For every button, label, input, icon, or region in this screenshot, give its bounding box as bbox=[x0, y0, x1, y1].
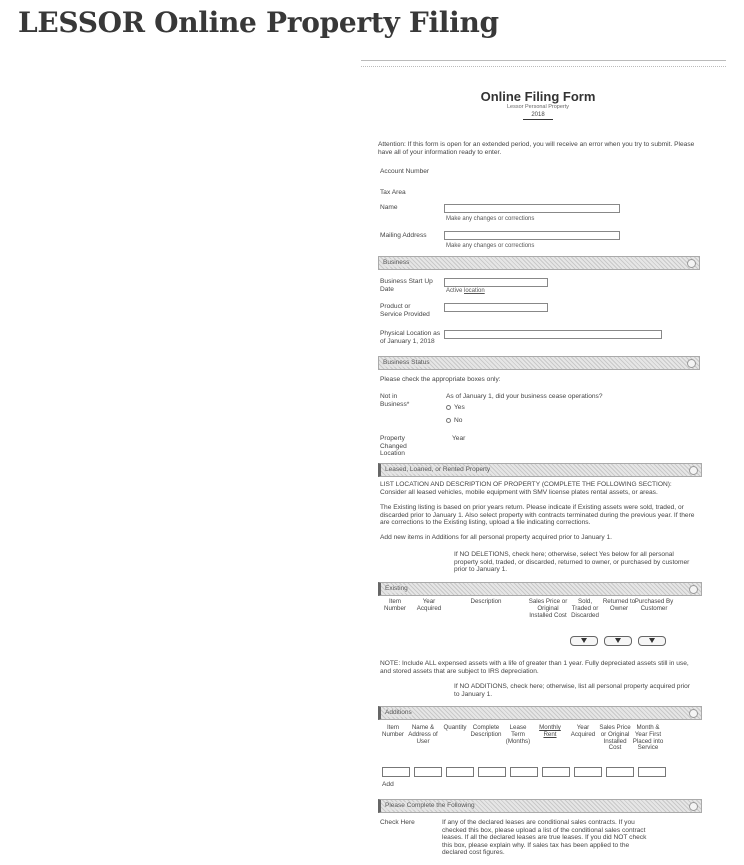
add-link[interactable]: Add bbox=[382, 781, 394, 788]
add-input-sales-price[interactable] bbox=[606, 767, 634, 777]
form-year: 2018 bbox=[523, 112, 552, 120]
leased-header-label: Leased, Loaned, or Rented Property bbox=[385, 466, 491, 473]
page-title: LESSOR Online Property Filing bbox=[18, 6, 499, 39]
business-start-input[interactable] bbox=[444, 278, 548, 287]
cease-operations-question: As of January 1, did your business cease operations? bbox=[446, 393, 603, 400]
status-instruction: Please check the appropriate boxes only: bbox=[380, 376, 501, 383]
additions-col-lease-term: Lease Term (Months) bbox=[505, 724, 531, 745]
option-no[interactable] bbox=[446, 417, 462, 425]
chevron-down-icon bbox=[649, 638, 655, 643]
product-label: Product or Service Provided bbox=[380, 303, 430, 318]
leased-paragraph-2: The Existing listing is based on prior years return. Please indicate if Existing assets were sold, traded, or discarded prior to January 1. Also select property with contracts terminated during the previous year. If there are corrections to the Existing listing, upload a file indicating corrections. bbox=[380, 504, 695, 527]
additions-col-sales-price: Sales Price or Original Installed Cost bbox=[599, 724, 631, 752]
existing-col-year-acquired: Year Acquired bbox=[416, 598, 442, 612]
existing-note: NOTE: Include ALL expensed assets with a life of greater than 1 year. Fully depreciated assets still in use, and stored assets that are subject to IRS depreciation. bbox=[380, 660, 689, 675]
product-input[interactable] bbox=[444, 303, 548, 312]
additions-col-first-placed: Month & Year First Placed into Service bbox=[632, 724, 664, 752]
business-section-header[interactable] bbox=[378, 256, 700, 270]
collapse-icon[interactable] bbox=[689, 585, 698, 594]
leased-paragraph-1: LIST LOCATION AND DESCRIPTION OF PROPERTY (COMPLETE THE FOLLOWING SECTION): Consider all leased vehicles, mobile equipment with SMV license plates rental assets, or areas. bbox=[380, 481, 672, 496]
check-here-label: Check Here bbox=[380, 819, 415, 826]
no-additions-note: If NO ADDITIONS, check here; otherwise, list all personal property acquired prior to January 1. bbox=[454, 683, 691, 698]
purchased-dropdown[interactable] bbox=[638, 636, 666, 646]
name-label: Name bbox=[380, 204, 398, 211]
business-status-header-label: Business Status bbox=[383, 359, 430, 366]
existing-col-description: Description bbox=[470, 598, 502, 605]
business-start-label: Business Start Up Date bbox=[380, 278, 433, 293]
active-location bbox=[446, 288, 485, 296]
add-input-item-number[interactable] bbox=[382, 767, 410, 777]
property-changed-label: Property Changed Location bbox=[380, 435, 407, 458]
collapse-icon[interactable] bbox=[689, 802, 698, 811]
complete-following-header-label: Please Complete the Following bbox=[385, 802, 475, 809]
chevron-down-icon bbox=[615, 638, 621, 643]
existing-section-header[interactable] bbox=[378, 582, 702, 596]
active-text: Active bbox=[446, 288, 463, 294]
add-input-name-address[interactable] bbox=[414, 767, 442, 777]
check-here-text: If any of the declared leases are conditional sales contracts. If you checked this box, please upload a list of the conditional sales contract leases. If all the declared leases are true leases. If you did NOT check this box, please explain why. If sales tax has been applied to the declared cost figures. bbox=[442, 819, 647, 857]
additions-col-year-acquired: Year Acquired bbox=[570, 724, 596, 738]
radio-no[interactable] bbox=[446, 418, 451, 423]
option-yes-label: Yes bbox=[454, 404, 465, 411]
location-link[interactable]: location bbox=[464, 288, 485, 294]
physical-location-input[interactable] bbox=[444, 330, 662, 339]
leased-section-header[interactable] bbox=[378, 463, 702, 477]
option-no-label: No bbox=[454, 417, 463, 424]
additions-col-name-address: Name & Address of User bbox=[408, 724, 438, 745]
mailing-address-input[interactable] bbox=[444, 231, 620, 240]
collapse-icon[interactable] bbox=[687, 259, 696, 268]
add-input-year-acquired[interactable] bbox=[574, 767, 602, 777]
mailing-address-hint: Make any changes or corrections bbox=[446, 243, 535, 249]
collapse-icon[interactable] bbox=[689, 709, 698, 718]
additions-col-item-number: Item Number bbox=[381, 724, 404, 738]
add-input-quantity[interactable] bbox=[446, 767, 474, 777]
add-input-description[interactable] bbox=[478, 767, 506, 777]
leased-paragraph-3: Add new items in Additions for all personal property acquired prior to January 1. bbox=[380, 534, 613, 541]
collapse-icon[interactable] bbox=[689, 466, 698, 475]
returned-dropdown[interactable] bbox=[604, 636, 632, 646]
add-input-monthly-rent[interactable] bbox=[542, 767, 570, 777]
existing-col-item-number: Item Number bbox=[383, 598, 406, 612]
additions-col-monthly-rent[interactable]: Monthly Rent bbox=[539, 724, 561, 738]
additions-col-description: Complete Description bbox=[470, 724, 502, 738]
sold-traded-dropdown[interactable] bbox=[570, 636, 598, 646]
tax-area-label: Tax Area bbox=[380, 189, 406, 196]
additions-col-quantity: Quantity bbox=[443, 724, 467, 731]
existing-col-purchased: Purchased By Customer bbox=[634, 598, 674, 612]
existing-header-label: Existing bbox=[385, 585, 408, 592]
property-changed-value: Year bbox=[452, 435, 466, 442]
existing-col-returned: Returned to Owner bbox=[602, 598, 636, 612]
account-number-label: Account Number bbox=[380, 168, 430, 175]
chevron-down-icon bbox=[581, 638, 587, 643]
collapse-icon[interactable] bbox=[687, 359, 696, 368]
header-divider bbox=[361, 60, 726, 67]
existing-col-sales-price: Sales Price or Original Installed Cost bbox=[528, 598, 568, 619]
form-subtitle: Lessor Personal Property bbox=[506, 104, 570, 110]
name-input[interactable] bbox=[444, 204, 620, 213]
no-deletions-note: If NO DELETIONS, check here; otherwise, select Yes below for all personal property sold, traded, or discarded, returned to owner, or purchased by customer prior to January 1. bbox=[454, 551, 690, 574]
additions-header-label: Additions bbox=[385, 709, 412, 716]
name-hint: Make any changes or corrections bbox=[446, 216, 535, 222]
existing-col-sold-traded: Sold, Traded or Discarded bbox=[571, 598, 599, 619]
radio-yes[interactable] bbox=[446, 405, 451, 410]
form-header bbox=[378, 90, 698, 120]
add-input-first-placed[interactable] bbox=[638, 767, 666, 777]
additions-section-header[interactable] bbox=[378, 706, 702, 720]
business-header-label: Business bbox=[383, 259, 410, 266]
not-in-business-label: Not in Business* bbox=[380, 393, 410, 408]
mailing-address-label: Mailing Address bbox=[380, 232, 427, 239]
add-input-lease-term[interactable] bbox=[510, 767, 538, 777]
option-yes[interactable] bbox=[446, 404, 465, 412]
form-title: Online Filing Form bbox=[480, 89, 596, 104]
complete-following-section-header[interactable] bbox=[378, 799, 702, 813]
physical-location-label: Physical Location as of January 1, 2018 bbox=[380, 330, 441, 345]
business-status-section-header[interactable] bbox=[378, 356, 700, 370]
attention-note: Attention: If this form is open for an extended period, you will receive an error when you try to submit. Please have all of your information ready to enter. bbox=[378, 141, 695, 156]
